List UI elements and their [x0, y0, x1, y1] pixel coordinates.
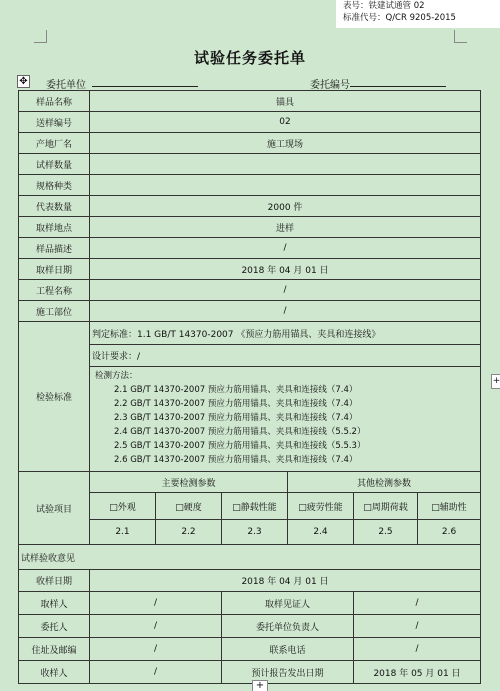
client-unit-field[interactable] [92, 86, 198, 87]
row-value[interactable]: 2018 年 04 月 01 日 [90, 259, 481, 280]
table-row [19, 238, 481, 259]
sign-value[interactable]: / [90, 661, 222, 684]
sign-value[interactable]: / [354, 592, 481, 615]
test-item-checkbox[interactable]: □疲劳性能 [288, 493, 354, 520]
sign-label: 预计报告发出日期 [222, 661, 354, 684]
table-row [19, 217, 481, 238]
row-value[interactable] [90, 154, 481, 175]
other-params-header: 其他检测参数 [288, 472, 481, 493]
table-row [19, 91, 481, 112]
row-label: 施工部位 [19, 301, 90, 322]
design-requirement: 设计要求：/ [90, 345, 481, 367]
table-row [19, 280, 481, 301]
test-item-code: 2.1 [90, 520, 156, 545]
acceptance-opinion: 试样验收意见 [19, 545, 481, 570]
table-row [19, 301, 481, 322]
method-item: 2.5 GB/T 14370-2007 预应力筋用锚具、夹具和连接线（5.5.3） [114, 441, 366, 451]
row-label: 规格种类 [19, 175, 90, 196]
method-list [90, 383, 480, 467]
table-row [19, 175, 481, 196]
entrust-no-field[interactable] [350, 86, 446, 87]
row-value[interactable]: 进样 [90, 217, 481, 238]
row-value[interactable]: 2000 件 [90, 196, 481, 217]
test-item-checkbox[interactable]: □静载性能 [222, 493, 288, 520]
row-label: 工程名称 [19, 280, 90, 301]
method-label: 检测方法： [95, 371, 138, 381]
receive-date-value: 2018 年 04 月 01 日 [90, 570, 481, 592]
table-row [19, 661, 481, 684]
table-row [19, 133, 481, 154]
sign-label: 联系电话 [222, 638, 354, 661]
row-value[interactable]: / [90, 280, 481, 301]
method-item: 2.3 GB/T 14370-2007 预应力筋用锚具、夹具和连接线（7.4） [114, 413, 358, 423]
row-label: 样品描述 [19, 238, 90, 259]
method-item: 2.6 GB/T 14370-2007 预应力筋用锚具、夹具和连接线（7.4） [114, 455, 358, 465]
table-row [19, 592, 481, 615]
method-item: 2.1 GB/T 14370-2007 预应力筋用锚具、夹具和连接线（7.4） [114, 385, 358, 395]
row-label: 送样编号 [19, 112, 90, 133]
sign-value[interactable]: / [354, 638, 481, 661]
row-label: 样品名称 [19, 91, 90, 112]
method-cell [90, 367, 481, 472]
method-item: 2.4 GB/T 14370-2007 预应力筋用锚具、夹具和连接线（5.5.2） [114, 427, 366, 437]
test-item-checkbox[interactable]: □外观 [90, 493, 156, 520]
sign-value[interactable]: / [90, 592, 222, 615]
plus-icon[interactable]: + [252, 680, 268, 691]
sign-value[interactable]: / [354, 615, 481, 638]
entrust-form-table [18, 90, 481, 684]
sign-label: 委托人 [19, 615, 90, 638]
criteria-text: 判定标准：1.1 GB/T 14370-2007 《预应力筋用锚具、夹具和连接线》 [90, 322, 481, 345]
sign-label: 住址及邮编 [19, 638, 90, 661]
form-number: 表号：铁建试通管 02 [343, 1, 425, 11]
sign-value[interactable]: / [90, 638, 222, 661]
standard-code: 标准代号：Q/CR 9205-2015 [343, 13, 456, 23]
test-item-code: 2.2 [156, 520, 222, 545]
method-item: 2.2 GB/T 14370-2007 预应力筋用锚具、夹具和连接线（7.4） [114, 399, 358, 409]
table-row [19, 154, 481, 175]
client-unit-label: 委托单位 [46, 80, 86, 91]
row-value[interactable] [90, 175, 481, 196]
table-row [19, 615, 481, 638]
row-label: 产地厂名 [19, 133, 90, 154]
test-items-label: 试验项目 [19, 472, 90, 545]
sign-label: 委托单位负责人 [222, 615, 354, 638]
receive-date-label: 收样日期 [19, 570, 90, 592]
test-item-checkbox[interactable]: □周期荷载 [354, 493, 418, 520]
row-label: 取样日期 [19, 259, 90, 280]
row-value[interactable]: 施工现场 [90, 133, 481, 154]
test-item-code: 2.3 [222, 520, 288, 545]
sign-label: 取样人 [19, 592, 90, 615]
sign-value[interactable]: 2018 年 05 月 01 日 [354, 661, 481, 684]
row-label: 代表数量 [19, 196, 90, 217]
table-row [19, 259, 481, 280]
sign-value[interactable]: / [90, 615, 222, 638]
plus-icon[interactable]: + [491, 374, 500, 389]
margin-corner-mark [454, 30, 467, 43]
test-item-checkbox[interactable]: □辅助性 [418, 493, 481, 520]
row-value[interactable]: 锚具 [90, 91, 481, 112]
table-row [19, 112, 481, 133]
test-item-code: 2.6 [418, 520, 481, 545]
entrust-no-label: 委托编号 [310, 80, 350, 91]
standard-label: 检验标准 [19, 322, 90, 472]
margin-corner-mark [34, 30, 47, 43]
row-value[interactable]: / [90, 301, 481, 322]
row-label: 取样地点 [19, 217, 90, 238]
table-row [19, 196, 481, 217]
row-value[interactable]: / [90, 238, 481, 259]
sign-label: 取样见证人 [222, 592, 354, 615]
main-params-header: 主要检测参数 [90, 472, 288, 493]
move-handle-icon[interactable]: ✥ [17, 75, 30, 88]
row-value[interactable]: 02 [90, 112, 481, 133]
document-title: 试验任务委托单 [193, 49, 306, 67]
test-item-checkbox[interactable]: □硬度 [156, 493, 222, 520]
test-item-code: 2.4 [288, 520, 354, 545]
sign-label: 收样人 [19, 661, 90, 684]
row-label: 试样数量 [19, 154, 90, 175]
table-row [19, 638, 481, 661]
test-item-code: 2.5 [354, 520, 418, 545]
